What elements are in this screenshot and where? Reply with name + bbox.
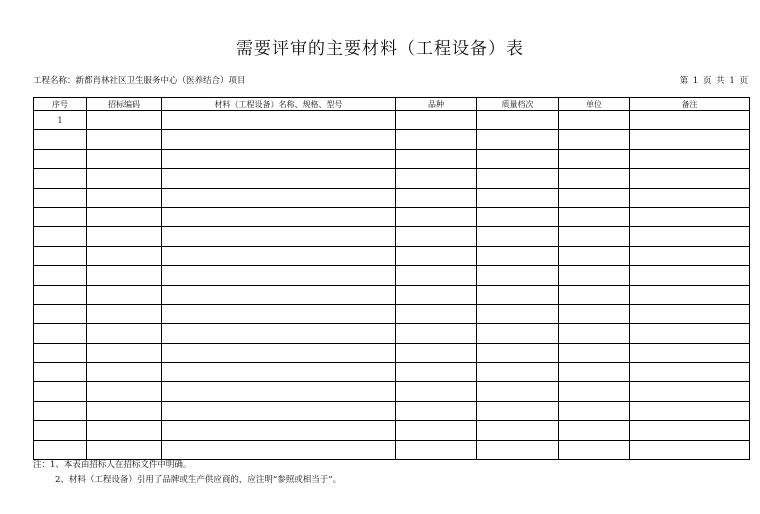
table-cell [396,440,477,459]
table-cell [34,227,87,246]
table-cell [87,169,162,188]
table-cell [34,188,87,207]
table-cell [559,285,630,304]
column-header: 材料（工程设备）名称、规格、型号 [162,98,396,111]
table-cell [559,227,630,246]
table-row [34,266,750,285]
table-cell [162,324,396,343]
table-cell [477,324,559,343]
table-cell [559,130,630,149]
table-cell [34,343,87,362]
table-cell [559,363,630,382]
table-cell [87,149,162,168]
table-cell [477,421,559,440]
table-cell [477,130,559,149]
column-header: 单位 [559,98,630,111]
page-number: 第 1 页 共 1 页 [679,76,748,86]
table-cell [630,285,750,304]
table-row [34,246,750,265]
table-cell [559,169,630,188]
table-cell [162,304,396,323]
table-cell [162,207,396,226]
table-cell [559,149,630,168]
table-cell [630,130,750,149]
table-cell [630,363,750,382]
column-header: 序号 [34,98,87,111]
table-cell [34,440,87,459]
table-cell [34,324,87,343]
table-cell [396,363,477,382]
table-cell [396,401,477,420]
table-cell [34,363,87,382]
table-cell [162,285,396,304]
table-cell [630,401,750,420]
table-row [34,188,750,207]
table-cell [396,421,477,440]
table-cell [396,169,477,188]
column-header: 备注 [630,98,750,111]
table-cell [34,130,87,149]
table-cell [630,207,750,226]
table-cell: 1 [34,111,87,130]
table-cell [87,188,162,207]
table-cell [87,421,162,440]
table-row [34,421,750,440]
column-header: 质量档次 [477,98,559,111]
table-cell [630,188,750,207]
table-row [34,343,750,362]
table-cell [630,421,750,440]
table-cell [477,246,559,265]
table-cell [630,149,750,168]
table-cell [162,440,396,459]
table-cell [87,401,162,420]
table-row [34,130,750,149]
table-cell [34,266,87,285]
table-cell [162,169,396,188]
table-cell [396,266,477,285]
table-cell [34,207,87,226]
table-cell [630,169,750,188]
table-body [34,111,750,460]
table-cell [162,382,396,401]
table-cell [477,149,559,168]
table-cell [630,382,750,401]
table-cell [396,227,477,246]
table-cell [477,304,559,323]
table-cell [87,285,162,304]
table-cell [477,343,559,362]
table-cell [559,401,630,420]
table-row [34,285,750,304]
note-2: 2、材料（工程设备）引用了品牌或生产供应商的，应注明“参照或相当于”。 [55,475,342,485]
table-cell [34,246,87,265]
table-cell [477,169,559,188]
table-cell [559,111,630,130]
notes [33,458,341,488]
note-1: 注：1、本表由招标人在招标文件中明确。 [33,460,192,470]
table-cell [630,111,750,130]
project-name: 工程名称：新都肖林社区卫生服务中心（医养结合）项目 [33,76,246,86]
table-cell [396,246,477,265]
table-row [34,304,750,323]
table-cell [396,343,477,362]
table-cell [87,363,162,382]
table-cell [630,246,750,265]
page-title: 需要评审的主要材料（工程设备）表 [236,39,524,59]
table-cell [396,130,477,149]
table-cell [396,285,477,304]
table-cell [477,111,559,130]
column-header: 招标编码 [87,98,162,111]
table-cell [477,285,559,304]
table-cell [396,382,477,401]
table-cell [477,382,559,401]
table-cell [396,149,477,168]
table-cell [630,343,750,362]
table-cell [34,304,87,323]
table-cell [34,421,87,440]
table-row [34,149,750,168]
table-cell [162,343,396,362]
table-cell [559,266,630,285]
table-cell [87,111,162,130]
table-cell [477,363,559,382]
table-cell [630,304,750,323]
table-cell [162,401,396,420]
table-cell [477,401,559,420]
table-cell [162,227,396,246]
materials-table [33,97,750,460]
table-cell [87,324,162,343]
table-row [34,324,750,343]
table-cell [396,207,477,226]
table-cell [87,304,162,323]
table-cell [34,169,87,188]
table-cell [477,440,559,459]
table-cell [87,227,162,246]
table-cell [87,382,162,401]
table-cell [34,149,87,168]
table-cell [396,188,477,207]
table-cell [559,304,630,323]
table-row [34,382,750,401]
table-cell [559,343,630,362]
table-header-row [34,98,750,111]
table-row [34,401,750,420]
table-cell [630,227,750,246]
table-row [34,169,750,188]
table-cell [559,421,630,440]
table-cell [34,285,87,304]
table-cell [630,266,750,285]
table-cell [396,111,477,130]
table-cell [87,246,162,265]
table-cell [630,324,750,343]
table-cell [477,227,559,246]
table-cell [162,130,396,149]
table-cell [559,188,630,207]
table-cell [87,440,162,459]
table-cell [477,266,559,285]
column-header: 品种 [396,98,477,111]
table-cell [630,440,750,459]
table-row [34,440,750,459]
table-row [34,227,750,246]
table-row [34,363,750,382]
table-cell [559,324,630,343]
table-cell [559,207,630,226]
table-cell [396,324,477,343]
table-cell [87,130,162,149]
table-row [34,111,750,130]
table-cell [559,382,630,401]
table-cell [87,266,162,285]
table-cell [87,343,162,362]
table-cell [559,246,630,265]
table-cell [162,363,396,382]
table-cell [162,421,396,440]
table-cell [87,207,162,226]
table-cell [162,266,396,285]
table-row [34,207,750,226]
table-cell [162,111,396,130]
table-cell [162,188,396,207]
table-cell [162,246,396,265]
table-cell [162,149,396,168]
table-cell [34,382,87,401]
table-cell [396,304,477,323]
table-cell [559,440,630,459]
table-cell [477,207,559,226]
table-cell [477,188,559,207]
table-cell [34,401,87,420]
